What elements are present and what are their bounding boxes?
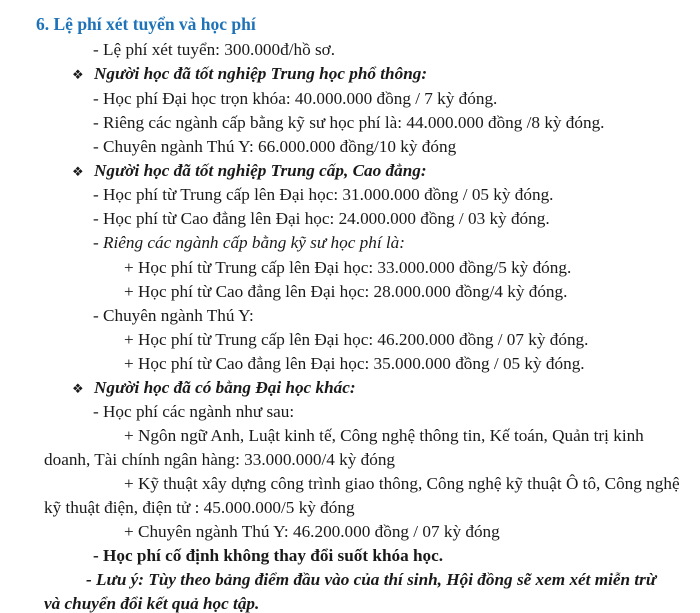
group3-heading xyxy=(72,379,356,396)
group2-engineer-item: + Học phí từ Cao đẳng lên Đại học: 28.000.000 đồng/4 kỳ đóng. xyxy=(124,282,568,301)
group1-item: - Riêng các ngành cấp bằng kỹ sư học phí là: 44.000.000 đồng /8 kỳ đóng. xyxy=(93,113,605,132)
group2-engineer-note: - Riêng các ngành cấp bằng kỹ sư học phí là: xyxy=(93,233,405,252)
remark-line2: và chuyển đổi kết quả học tập. xyxy=(44,594,260,613)
group3-item1-line2: doanh, Tài chính ngân hàng: 33.000.000/4 kỳ đóng xyxy=(44,450,396,469)
group3-intro: - Học phí các ngành như sau: xyxy=(93,402,295,421)
group2-vet-label: - Chuyên ngành Thú Y: xyxy=(93,306,254,325)
remark-line1: - Lưu ý: Tùy theo bảng điểm đầu vào của thí sinh, Hội đồng sẽ xem xét miễn trừ xyxy=(86,570,657,589)
group3-item2-line2: kỹ thuật điện, điện tử : 45.000.000/5 kỳ đóng xyxy=(44,498,355,517)
group3-heading-text: Người học đã có bằng Đại học khác: xyxy=(94,378,356,397)
application-fee: - Lệ phí xét tuyển: 300.000đ/hồ sơ. xyxy=(93,40,336,59)
group2-vet-item: + Học phí từ Trung cấp lên Đại học: 46.200.000 đồng / 07 kỳ đóng. xyxy=(124,330,589,349)
section-title: 6. Lệ phí xét tuyển và học phí xyxy=(36,14,256,34)
diamond-bullet-icon: ❖ xyxy=(72,381,84,396)
diamond-bullet-icon: ❖ xyxy=(72,67,84,82)
group2-item: - Học phí từ Trung cấp lên Đại học: 31.000.000 đồng / 05 kỳ đóng. xyxy=(93,185,554,204)
group2-engineer-item: + Học phí từ Trung cấp lên Đại học: 33.000.000 đồng/5 kỳ đóng. xyxy=(124,258,572,277)
group2-item: - Học phí từ Cao đẳng lên Đại học: 24.000.000 đồng / 03 kỳ đóng. xyxy=(93,209,550,228)
group1-item: - Chuyên ngành Thú Y: 66.000.000 đồng/10 kỳ đóng xyxy=(93,137,457,156)
diamond-bullet-icon: ❖ xyxy=(72,164,84,179)
group3-item1-line1: + Ngôn ngữ Anh, Luật kinh tế, Công nghệ thông tin, Kế toán, Quản trị kinh xyxy=(124,426,644,445)
group1-heading xyxy=(72,65,427,82)
group2-vet-item: + Học phí từ Cao đẳng lên Đại học: 35.000.000 đồng / 05 kỳ đóng. xyxy=(124,354,585,373)
group3-item2-line1: + Kỹ thuật xây dựng công trình giao thông, Công nghệ kỹ thuật Ô tô, Công nghệ xyxy=(124,474,680,493)
group2-heading-text: Người học đã tốt nghiệp Trung cấp, Cao đẳng: xyxy=(94,161,427,180)
group1-item: - Học phí Đại học trọn khóa: 40.000.000 đồng / 7 kỳ đóng. xyxy=(93,89,498,108)
group2-heading xyxy=(72,162,427,179)
group3-item3: + Chuyên ngành Thú Y: 46.200.000 đồng / 07 kỳ đóng xyxy=(124,522,500,541)
group1-heading-text: Người học đã tốt nghiệp Trung học phổ thông: xyxy=(94,64,428,83)
fixed-fee-note: - Học phí cố định không thay đổi suốt khóa học. xyxy=(93,546,444,565)
